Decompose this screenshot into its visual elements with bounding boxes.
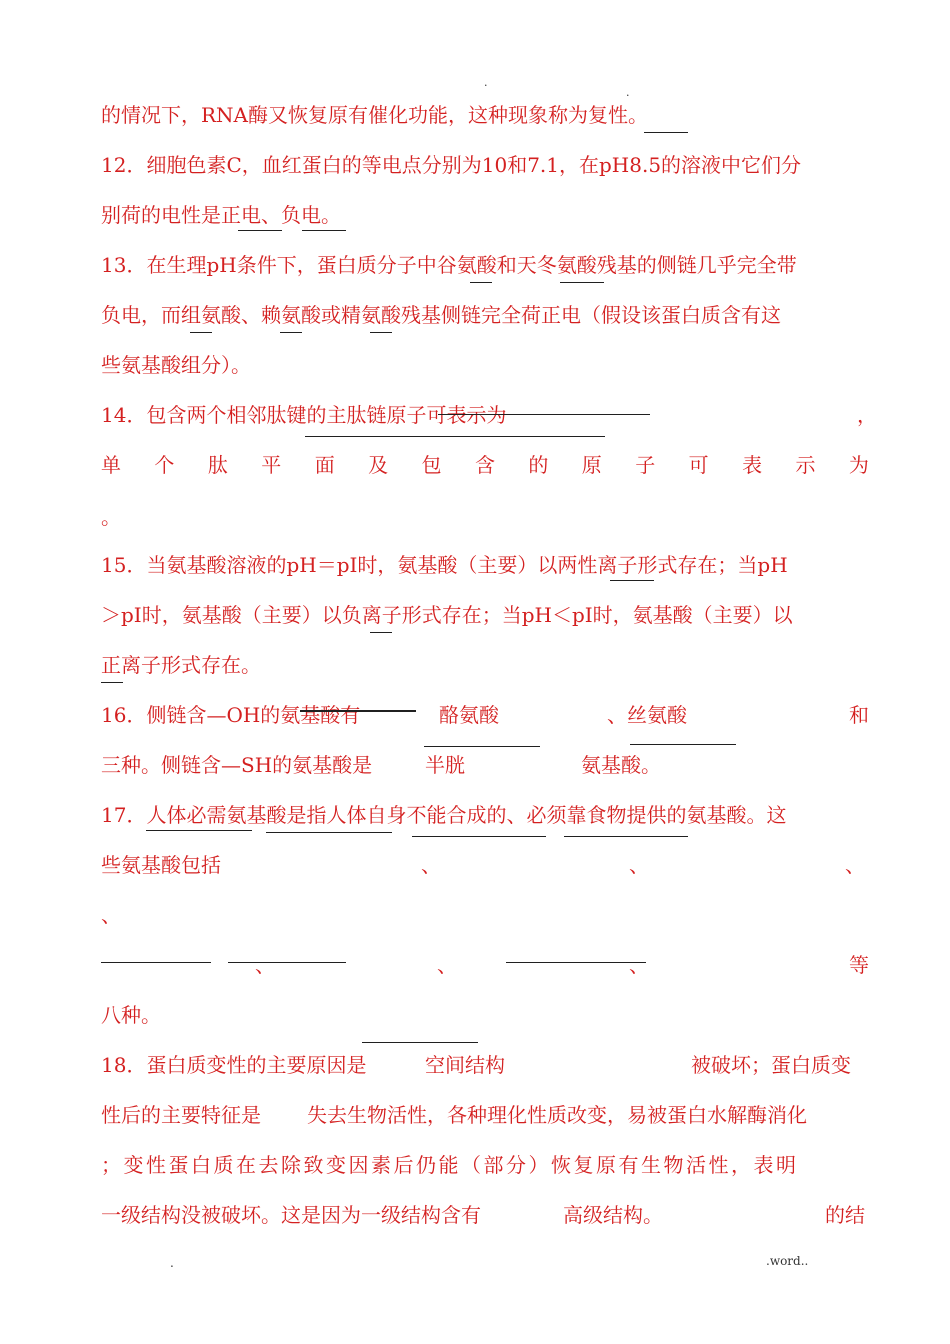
text-segment: 一级结构没被破坏。这是因为一级结构含有	[101, 1203, 481, 1227]
question-12	[101, 152, 869, 178]
text-segment: 等	[849, 953, 869, 977]
question-17: 17．人体必需氨基酸是指人体自身不能合成的、必须靠食物提供的氨基酸。这	[101, 803, 787, 827]
text-segment: 和	[849, 703, 869, 727]
spaced-character: 可	[688, 453, 709, 477]
answer-underline	[302, 230, 346, 231]
question-18	[101, 1052, 869, 1078]
spaced-character: 的	[528, 453, 549, 477]
answer-blank	[305, 436, 605, 437]
question-13: 13．在生理pH条件下，蛋白质分子中谷氨酸和天冬氨酸残基的侧链几乎完全带	[101, 253, 797, 277]
answer-blank	[101, 962, 211, 963]
spaced-character: 包	[421, 453, 442, 477]
text-segment: 、	[629, 853, 649, 877]
header-dot-right: .	[626, 86, 630, 99]
text-line: 正离子形式存在。	[101, 653, 261, 677]
spaced-character: 肽	[207, 453, 228, 477]
text-line: 12．细胞色素C，血红蛋白的等电点分别为10和7.1，在pH8.5的溶液中它们分	[101, 153, 802, 177]
text-segment: 、	[421, 853, 441, 877]
text-line	[101, 852, 869, 878]
answer-text: 高级结构。	[563, 1203, 663, 1227]
answer-underline	[644, 132, 688, 133]
text-line: 的情况下，RNA酶又恢复原有催化功能，这种现象称为复性。	[101, 103, 649, 127]
answer-blank	[412, 836, 546, 837]
text-segment: 氨基酸。	[581, 753, 661, 777]
text-segment: 、	[437, 953, 457, 977]
answer-blank	[506, 962, 646, 963]
spaced-character: 表	[742, 453, 763, 477]
answer-underline	[560, 282, 604, 283]
answer-underline	[190, 332, 212, 333]
answer-underline	[101, 682, 123, 683]
answer-underline	[370, 632, 392, 633]
strike-line	[300, 710, 416, 712]
text-segment: 、	[255, 953, 275, 977]
footer-dot: .	[170, 1256, 174, 1270]
text-segment: 、	[845, 853, 865, 877]
answer-text: 酪氨酸	[439, 703, 499, 727]
answer-blank	[564, 836, 688, 837]
answer-blank	[266, 832, 392, 833]
answer-text: 半胱	[425, 753, 465, 777]
spaced-character: 原	[581, 453, 602, 477]
header-dot-left: .	[484, 76, 488, 89]
spaced-character: 为	[848, 453, 869, 477]
text-segment: 的结	[825, 1203, 865, 1227]
answer-blank	[362, 1042, 478, 1043]
spaced-character: 平	[261, 453, 282, 477]
answer-blank	[424, 746, 540, 747]
question-15: 15．当氨基酸溶液的pH＝pI时，氨基酸（主要）以两性离子形式存在；当pH	[101, 553, 788, 577]
text-line	[101, 1202, 869, 1228]
text-line: 八种。	[101, 1003, 161, 1027]
text-segment: 18．蛋白质变性的主要原因是	[101, 1053, 367, 1077]
text-line: 。	[101, 505, 121, 529]
answer-underline	[610, 580, 654, 581]
spaced-character: 子	[635, 453, 656, 477]
answer-blank	[228, 962, 346, 963]
question-16	[101, 702, 869, 728]
answer-text: 失去生物活性，各种理化性质改变，易被蛋白水解酶消化	[307, 1103, 807, 1127]
answer-underline	[238, 230, 282, 231]
text-segment: 三种。侧链含—SH的氨基酸是	[101, 753, 373, 777]
answer-underline	[370, 332, 392, 333]
spaced-character: 及	[368, 453, 389, 477]
spaced-character: 个	[154, 453, 175, 477]
footer-label: .word..	[766, 1254, 809, 1268]
spaced-character: 单	[101, 453, 121, 477]
text-line: 负电，而组氨酸、赖氨酸或精氨酸残基侧链完全荷正电（假设该蛋白质含有这	[101, 303, 781, 327]
text-segment: 16．侧链含—OH的氨基酸有	[101, 703, 361, 727]
spaced-character: 示	[795, 453, 816, 477]
text-line: 些氨基酸组分）。	[101, 353, 251, 377]
spaced-character: 面	[314, 453, 335, 477]
text-segment: 、	[629, 953, 649, 977]
text-line: ；变性蛋白质在去除致变因素后仍能（部分）恢复原有生物活性，表明	[101, 1153, 799, 1177]
spaced-text-line	[101, 452, 869, 478]
text-line: ＞pI时，氨基酸（主要）以负离子形式存在；当pH＜pI时，氨基酸（主要）以	[101, 603, 793, 627]
answer-underline	[470, 282, 492, 283]
question-14	[101, 402, 877, 428]
answer-blank	[630, 744, 736, 745]
text-line	[101, 1102, 869, 1128]
text-line	[101, 752, 869, 778]
text-line: 别荷的电性是正电、负电。	[101, 203, 341, 227]
strike-line	[438, 414, 650, 415]
text-segment: 14．包含两个相邻肽键的主肽链原子可表示为	[101, 403, 507, 427]
text-segment: 性后的主要特征是	[101, 1103, 261, 1127]
answer-text: 空间结构	[425, 1053, 505, 1077]
text-segment: ，	[857, 403, 877, 427]
text-line: 、	[101, 903, 121, 927]
text-segment: 被破坏；蛋白质变	[691, 1053, 851, 1077]
spaced-character: 含	[474, 453, 495, 477]
answer-text: 、丝氨酸	[607, 703, 687, 727]
answer-blank	[146, 830, 252, 831]
answer-underline	[280, 332, 302, 333]
text-segment: 些氨基酸包括	[101, 853, 221, 877]
